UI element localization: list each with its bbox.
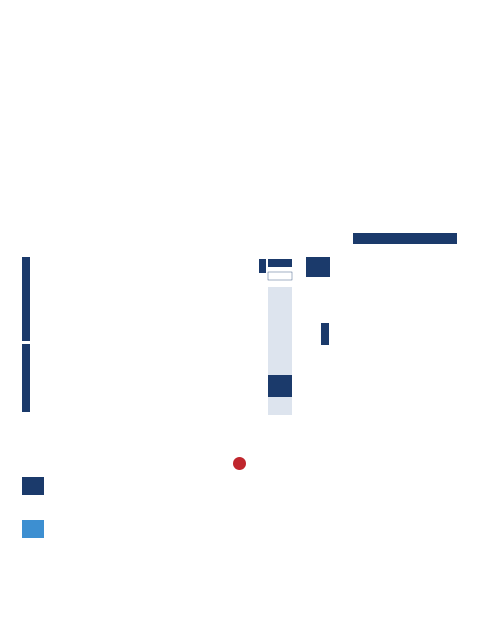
total-badge	[353, 233, 457, 244]
use-private-share-wrap	[269, 379, 291, 395]
pct-box-91	[321, 323, 329, 345]
sankey-diagram	[22, 247, 458, 429]
public-bracket	[22, 257, 30, 341]
article-column-2	[163, 58, 303, 64]
row-public-wrap	[23, 479, 43, 493]
use-mitigation-note-wrap	[269, 319, 291, 359]
use-node-double	[268, 272, 292, 280]
row-private-wrap	[23, 522, 43, 536]
use-node-adaptation	[268, 259, 292, 267]
morocco-marker-dot	[233, 457, 246, 470]
stacked-bar-chart	[22, 474, 462, 574]
adapt-private-wrap	[307, 259, 329, 277]
article-column-3	[313, 58, 455, 62]
pct-box-8	[259, 259, 266, 273]
article-column-1	[22, 58, 154, 64]
private-bracket	[22, 344, 30, 412]
